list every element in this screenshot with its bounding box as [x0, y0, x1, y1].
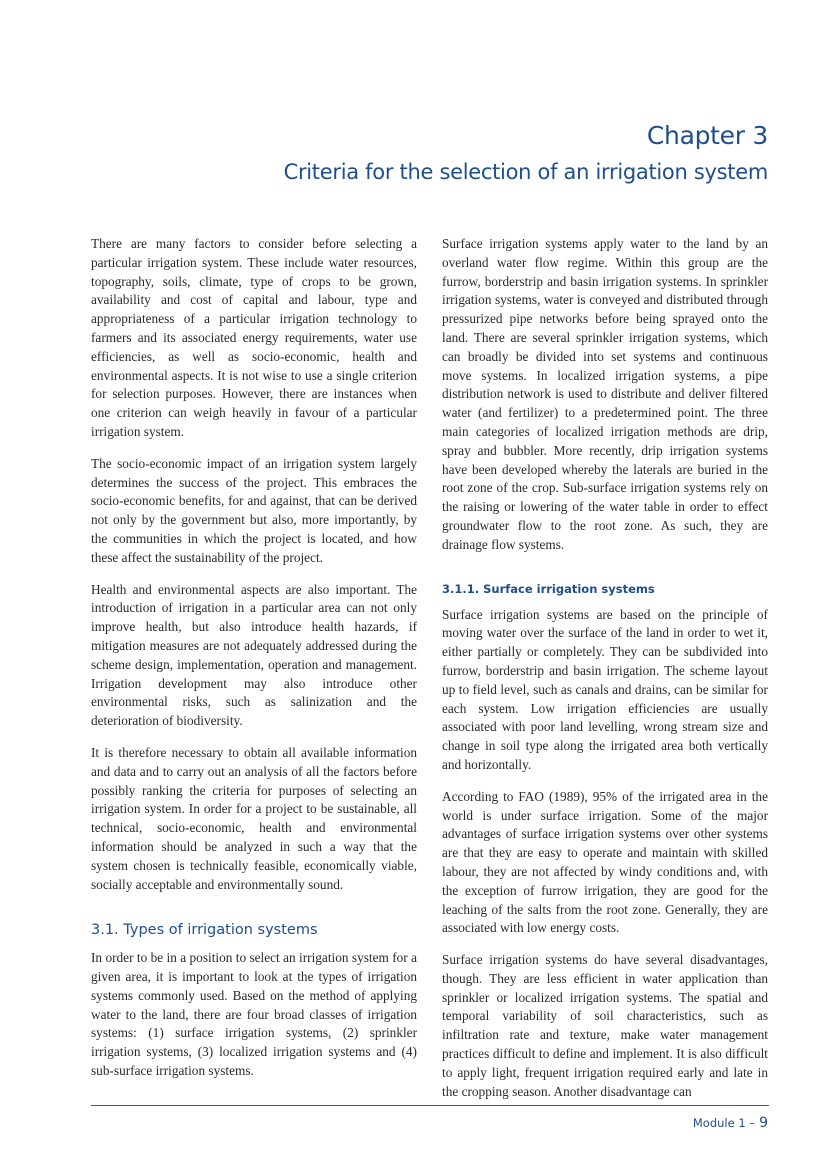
paragraph: Health and environmental aspects are also important. The introduction of irrigation in a particular area can not only improve health, but also introduce health hazards, if mitigation measures are not adequately addressed during the scheme design, implementation, operation and management. Irrigation development may also introduce other environmental risks, such as salinization and the deterioration of biodiversity. — [91, 581, 417, 729]
paragraph: The socio-economic impact of an irrigation system largely determines the success of the project. This embraces the socio-economic benefits, for and against, that can be derived not only by the government but also, more importantly, by the communities in which the project is located, and how these affect the sustainability of the project. — [91, 455, 417, 565]
chapter-number: Chapter 3 — [646, 121, 768, 150]
paragraph: Surface irrigation systems apply water to the land by an overland water flow regime. Within this group are the furrow, borderstrip and basin irrigation systems. In sprinkler irrigation systems, water is conveyed and distributed through pressurized pipe networks before being sprayed onto the land. There are several sprinkler irrigation systems, which can broadly be divided into set systems and continuous move systems. In localized irrigation systems, a pipe distribution network is used to distribute and deliver filtered water (and fertilizer) to a predetermined point. The three main categories of localized irrigation methods are drip, spray and bubbler. More recently, drip irrigation systems have been developed whereby the laterals are buried in the root zone of the crop. Sub-surface irrigation systems rely on the raising or lowering of the water table in order to effect groundwater flow to the root zone. As such, they are drainage flow systems. — [442, 236, 768, 552]
right-column — [442, 235, 768, 1114]
section-heading: 3.1. Types of irrigation systems — [91, 922, 318, 939]
paragraph: It is therefore necessary to obtain all available information and data and to carry out an analysis of all the factors before possibly ranking the criteria for purposes of selecting an irrigation system. In order for a project to be sustainable, all technical, socio-economic, health and environmental information should be analyzed in such a way that the system chosen is technically feasible, economically viable, socially acceptable and environmentally sound. — [91, 744, 417, 892]
left-column — [91, 235, 417, 1094]
footer-divider — [91, 1105, 769, 1106]
chapter-title: Criteria for the selection of an irrigation system — [283, 160, 768, 184]
paragraph: In order to be in a position to select an irrigation system for a given area, it is important to look at the types of irrigation systems commonly used. Based on the method of applying water to the land, there are four broad classes of irrigation systems: (1) surface irrigation systems, (2) sprinkler irrigation systems, (3) localized irrigation systems and (4) sub-surface irrigation systems. — [91, 950, 417, 1079]
paragraph: There are many factors to consider before selecting a particular irrigation system. These include water resources, topography, soils, climate, type of crops to be grown, availability and cost of capital and labour, type and appropriateness of a particular irrigation technology to farmers and its associated energy requirements, water use efficiencies, as well as socio-economic, health and environmental aspects. It is not wise to use a single criterion for selection purposes. However, there are instances when one criterion can weigh heavily in favour of a particular irrigation system. — [91, 236, 417, 439]
module-label: Module 1 – — [692, 1116, 756, 1130]
paragraph: Surface irrigation systems are based on the principle of moving water over the surface of the land in order to wet it, either partially or completely. They can be subdivided into furrow, borderstrip and basin irrigation. The scheme layout up to field level, such as canals and drains, can be similar for each system. Low irrigation efficiencies are usually associated with poor land levelling, wrong stream size and change in soil type along the irrigated area both vertically and horizontally. — [442, 606, 768, 772]
paragraph: According to FAO (1989), 95% of the irrigated area in the world is under surface irrigation. Some of the major advantages of surface irrigation systems over other systems are that they are easy to operate and maintain with skilled labour, they are not affected by windy conditions and, with the exception of furrow irrigation, they are good for the leaching of the salts from the root zone. Generally, they are associated with low energy costs. — [442, 788, 768, 936]
subsection-heading: 3.1.1. Surface irrigation systems — [442, 581, 655, 596]
paragraph: Surface irrigation systems do have several disadvantages, though. They are less efficient in water application than sprinkler or localized irrigation systems. The spatial and temporal variability of soil characteristics, such as infiltration rate and texture, make water management practices difficult to define and implement. It is also difficult to apply light, frequent irrigation required early and late in the cropping season. Another disadvantage can — [442, 952, 768, 1099]
page-footer — [693, 1115, 768, 1131]
page-number: 9 — [759, 1115, 768, 1131]
